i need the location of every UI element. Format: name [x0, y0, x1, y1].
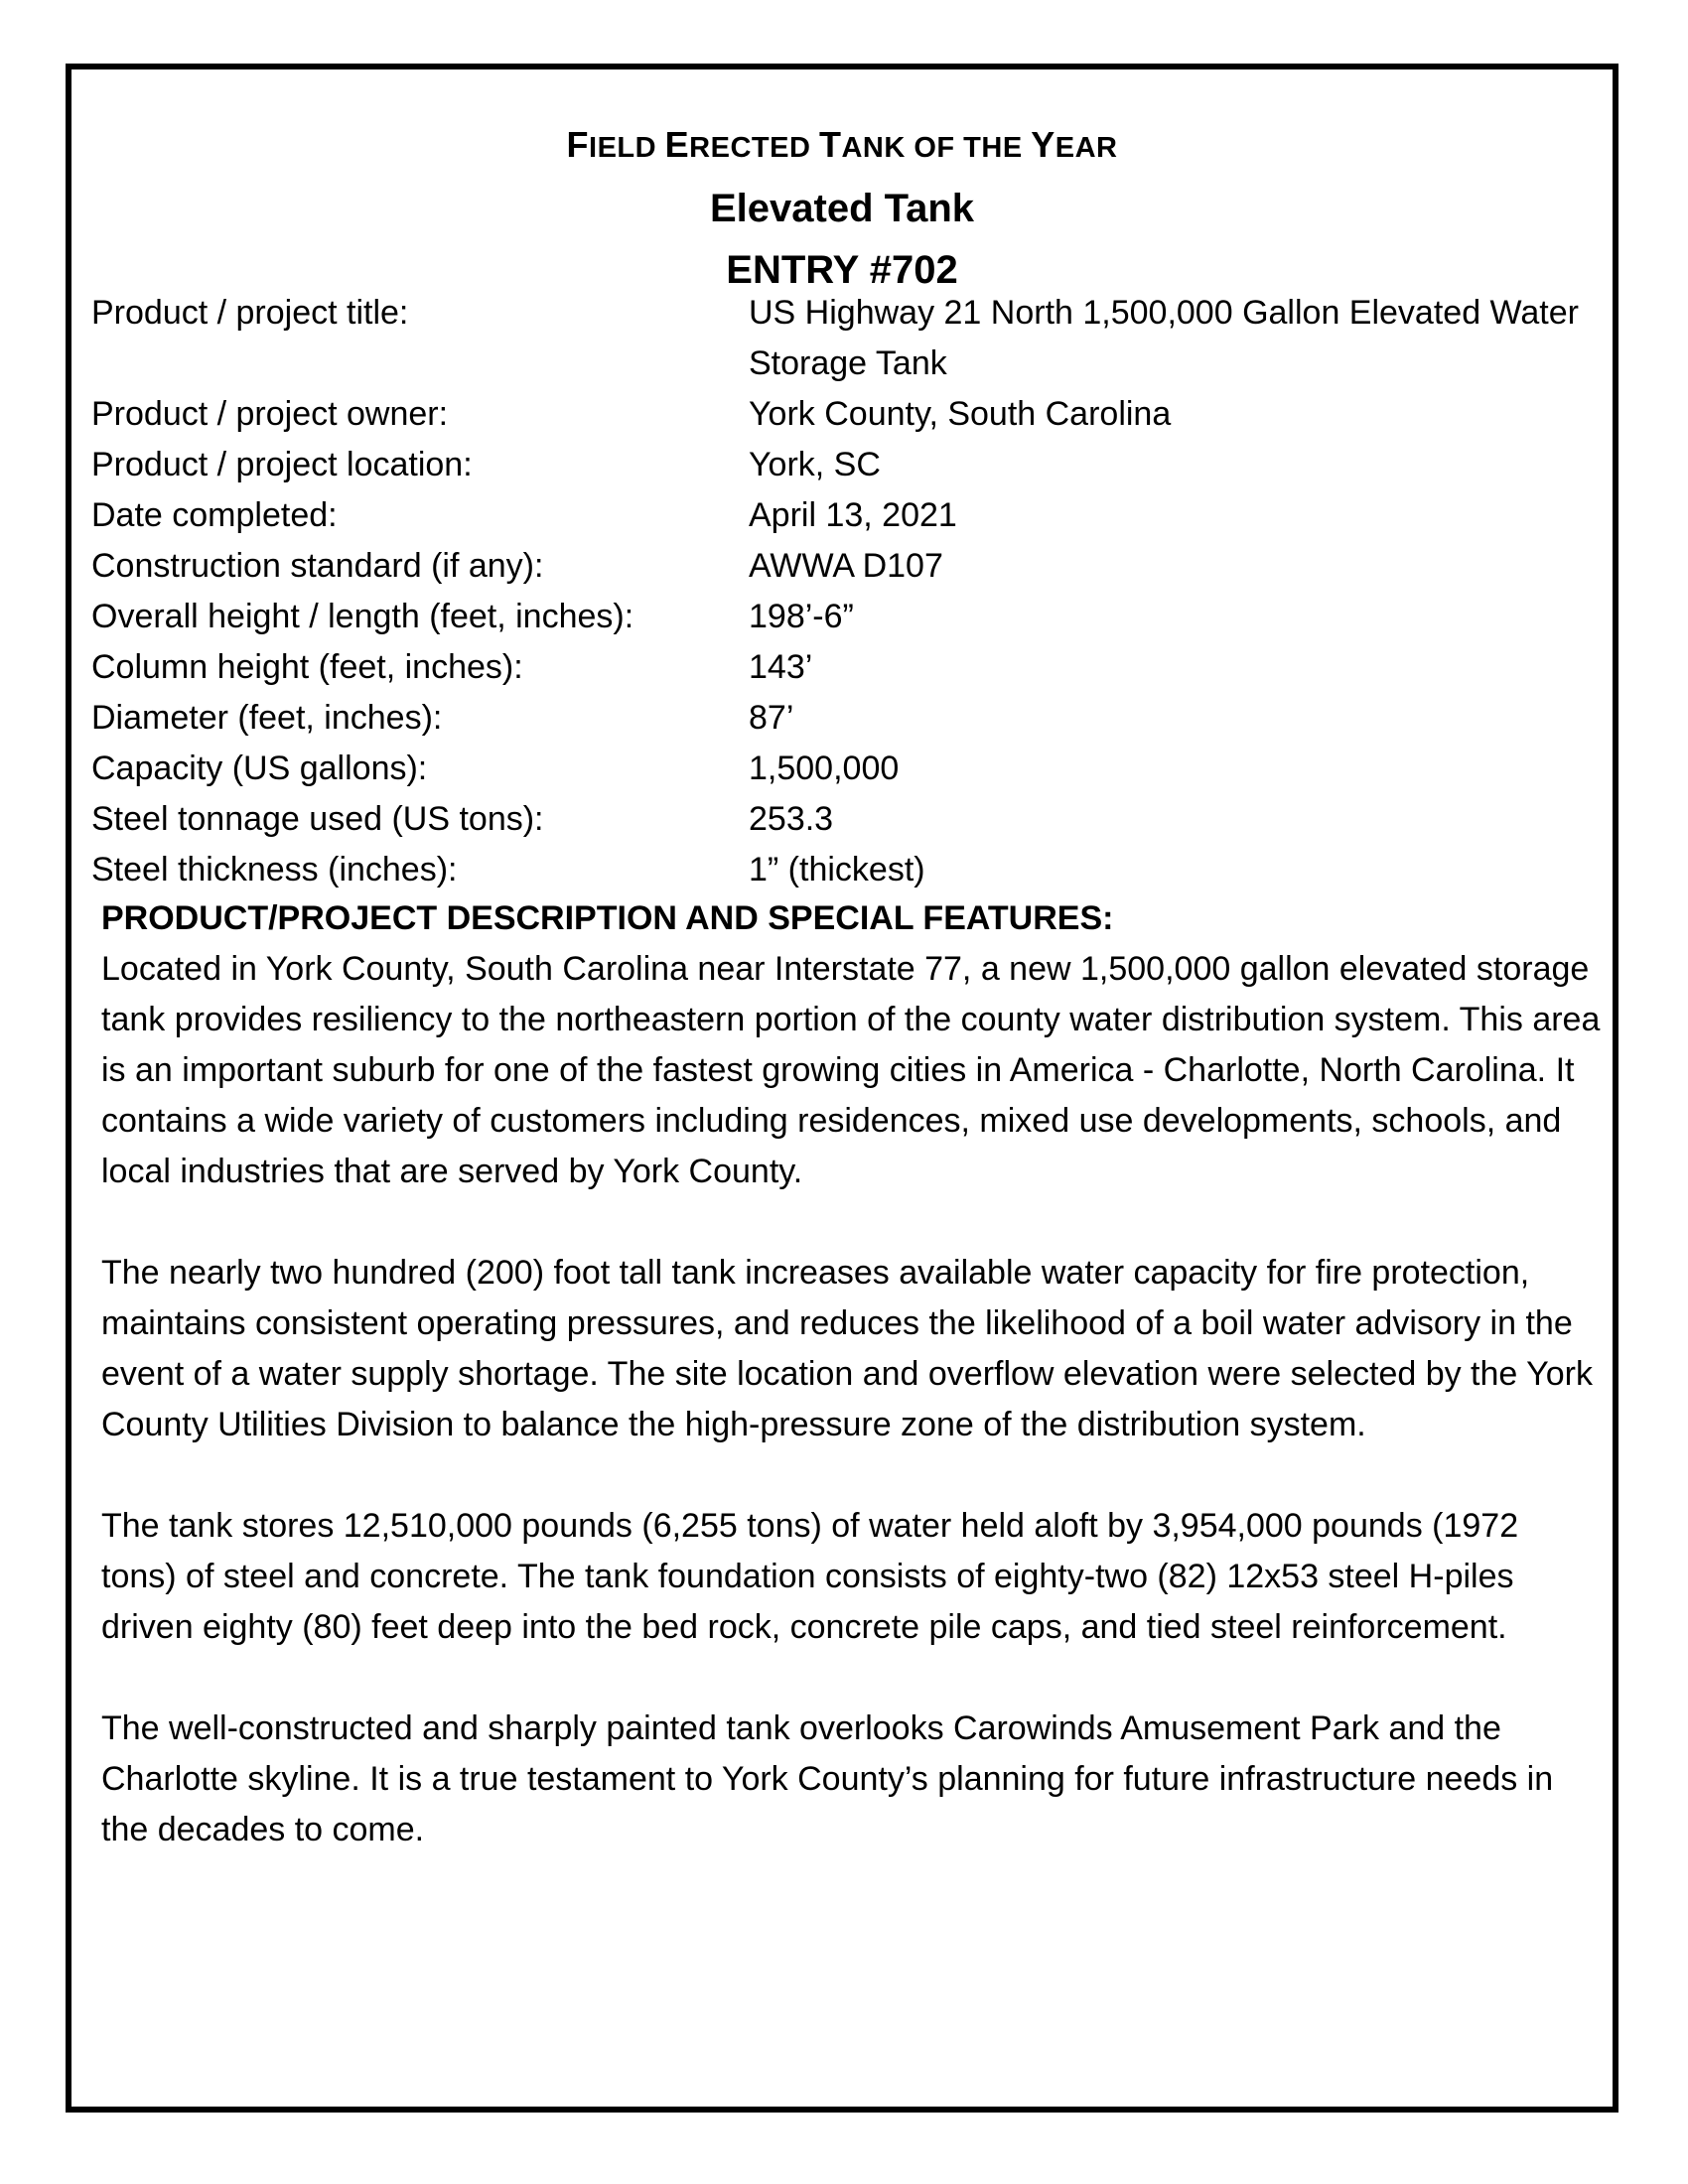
field-row [91, 744, 1581, 794]
field-row [91, 389, 1581, 440]
page-title: Elevated Tank [709, 187, 975, 230]
field-label: Construction standard (if any): [91, 547, 544, 585]
field-label: Product / project title: [91, 294, 409, 332]
description-paragraph: The nearly two hundred (200) foot tall tank increases available water capacity for fire protection, maintains consistent operating pressures, and reduces the likelihood of a boil water advisory in the event of a water supply shortage. The site location and overflow elevation were selected by the York County Utilities Division to balance the high-pressure zone of the distribution system. [101, 1254, 1593, 1443]
field-value: April 13, 2021 [749, 496, 957, 534]
field-label: Product / project owner: [91, 395, 449, 433]
description-paragraph: Located in York County, South Carolina near Interstate 77, a new 1,500,000 gallon elevated storage tank provides resiliency to the northeastern portion of the county water distribution system. This area is an important suburb for one of the fastest growing cities in America - Charlotte, North Carolina. It contains a wide variety of customers including residences, mixed use developments, schools, and local industries that are served by York County. [101, 950, 1601, 1190]
field-row [91, 845, 1581, 895]
field-label: Column height (feet, inches): [91, 648, 523, 686]
field-label: Product / project location: [91, 446, 473, 483]
project-description [101, 893, 1601, 1906]
field-value: 87’ [749, 699, 794, 737]
field-value: US Highway 21 North 1,500,000 Gallon Elevated Water Storage Tank [749, 294, 1579, 382]
field-row [91, 541, 1581, 592]
project-fields [91, 288, 1581, 895]
field-value: 1,500,000 [749, 750, 900, 787]
field-value: York, SC [749, 446, 881, 483]
description-paragraph: The well-constructed and sharply painted tank overlooks Carowinds Amusement Park and the Charlotte skyline. It is a true testament to York County’s planning for future infrastructure needs in the decades to come. [101, 1709, 1554, 1848]
field-value: 198’-6” [749, 598, 854, 635]
entry-header [71, 115, 1613, 301]
field-value: 143’ [749, 648, 813, 686]
award-category-title: FIELD ERECTED TANK OF THE YEAR [566, 124, 1118, 165]
field-value: 253.3 [749, 800, 834, 838]
field-row [91, 693, 1581, 744]
entry-form-frame [66, 64, 1618, 2113]
field-value: 1” (thickest) [749, 851, 925, 888]
description-heading: PRODUCT/PROJECT DESCRIPTION AND SPECIAL FEATURES: [101, 899, 1114, 937]
field-row [91, 440, 1581, 490]
field-label: Overall height / length (feet, inches): [91, 598, 634, 635]
field-label: Diameter (feet, inches): [91, 699, 443, 737]
field-row [91, 288, 1581, 389]
field-row [91, 592, 1581, 642]
field-label: Steel tonnage used (US tons): [91, 800, 544, 838]
entry-number: ENTRY #702 [726, 248, 958, 292]
field-value: AWWA D107 [749, 547, 943, 585]
field-row [91, 794, 1581, 845]
field-row [91, 642, 1581, 693]
field-label: Steel thickness (inches): [91, 851, 458, 888]
field-row [91, 490, 1581, 541]
field-label: Date completed: [91, 496, 338, 534]
field-label: Capacity (US gallons): [91, 750, 428, 787]
description-paragraph: The tank stores 12,510,000 pounds (6,255 tons) of water held aloft by 3,954,000 pounds (1972 tons) of steel and concrete. The tank foundation consists of eighty-two (82) 12x53 steel H-piles driven eighty (80) feet deep into the bed rock, concrete pile caps, and tied steel reinforcement. [101, 1507, 1519, 1646]
field-value: York County, South Carolina [749, 395, 1172, 433]
